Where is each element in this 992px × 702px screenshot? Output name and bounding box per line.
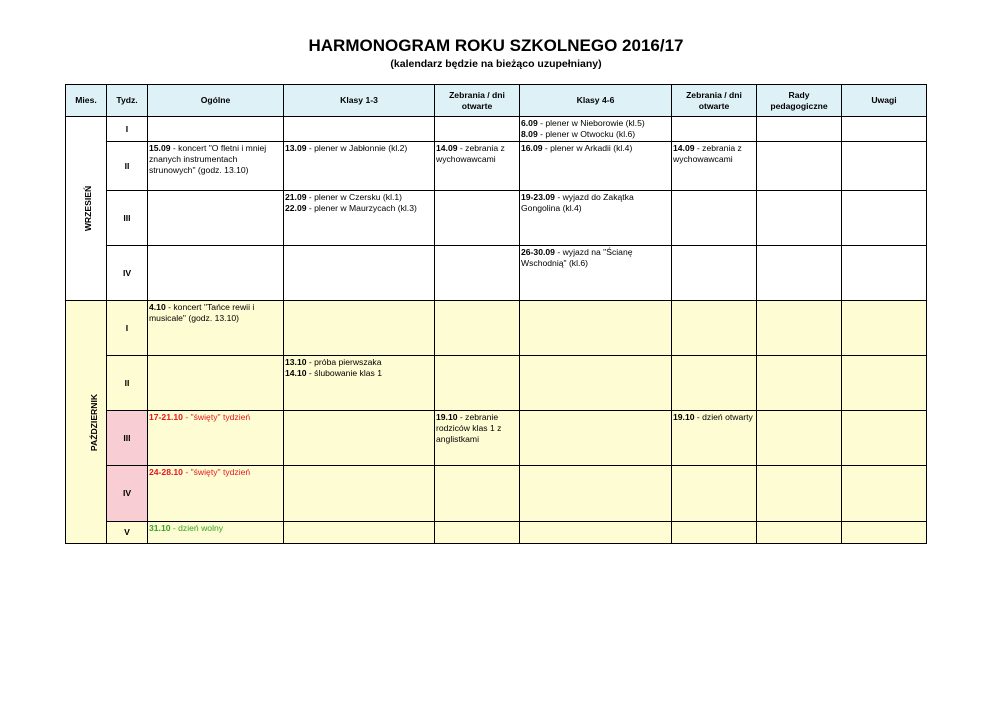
cell-rady xyxy=(757,356,842,411)
header-mies: Mies. xyxy=(66,85,107,117)
header-rady xyxy=(757,85,842,117)
cell-ogolne xyxy=(148,301,284,356)
cell-klasy-1-3 xyxy=(284,411,435,466)
week-cell: II xyxy=(107,142,148,191)
cell-klasy-4-6 xyxy=(520,246,672,301)
cell-klasy-4-6 xyxy=(520,142,672,191)
cell-klasy-4-6 xyxy=(520,117,672,142)
page-subtitle: (kalendarz będzie na bieżąco uzupełniany) xyxy=(390,58,602,70)
cell-klasy-1-3 xyxy=(284,142,435,191)
week-cell: III xyxy=(107,411,148,466)
cell-zebrania-1 xyxy=(435,466,520,522)
cell-ogolne xyxy=(148,246,284,301)
cell-zebrania-2 xyxy=(672,246,757,301)
table-row xyxy=(66,301,927,356)
event-text: - plener w Maurzycach (kl.3) xyxy=(306,203,417,213)
cell-ogolne xyxy=(148,466,284,522)
header-ogolne: Ogólne xyxy=(148,85,284,117)
cell-ogolne xyxy=(148,356,284,411)
event-date: 19.10 xyxy=(673,412,695,422)
event-date: 21.09 xyxy=(285,192,307,202)
cell-ogolne xyxy=(148,117,284,142)
month-label: PAŹDZIERNIK xyxy=(89,393,100,451)
cell-uwagi xyxy=(842,522,927,544)
cell-zebrania-2 xyxy=(672,117,757,142)
week-cell: I xyxy=(107,301,148,356)
event-text: - ślubowanie klas 1 xyxy=(306,368,382,378)
event-text: - zebranie rodziców klas 1 z anglistkami xyxy=(436,412,502,444)
header-rady-line1: Rady xyxy=(788,89,810,100)
table-row xyxy=(66,522,927,544)
cell-uwagi xyxy=(842,301,927,356)
table-row xyxy=(66,356,927,411)
header-zebrania-2-line1: Zebrania / dni xyxy=(686,89,742,100)
event-text: - zebrania z wychowawcami xyxy=(436,143,505,164)
cell-klasy-1-3 xyxy=(284,356,435,411)
cell-klasy-1-3 xyxy=(284,301,435,356)
cell-klasy-4-6 xyxy=(520,191,672,246)
week-cell: II xyxy=(107,356,148,411)
cell-klasy-4-6 xyxy=(520,411,672,466)
event-text: - plener w Otwocku (kl.6) xyxy=(537,129,636,139)
cell-zebrania-2 xyxy=(672,142,757,191)
event-date: 22.09 xyxy=(285,203,307,213)
cell-rady xyxy=(757,301,842,356)
event-date: 13.09 xyxy=(285,143,307,153)
cell-zebrania-1 xyxy=(435,117,520,142)
cell-klasy-4-6 xyxy=(520,301,672,356)
cell-zebrania-1 xyxy=(435,356,520,411)
cell-uwagi xyxy=(842,191,927,246)
header-zebrania-2-line2: otwarte xyxy=(698,100,730,111)
cell-uwagi xyxy=(842,411,927,466)
cell-klasy-1-3 xyxy=(284,117,435,142)
cell-klasy-4-6 xyxy=(520,522,672,544)
cell-klasy-1-3 xyxy=(284,466,435,522)
table-row xyxy=(66,117,927,142)
cell-rady xyxy=(757,142,842,191)
cell-ogolne xyxy=(148,191,284,246)
cell-zebrania-2 xyxy=(672,301,757,356)
cell-zebrania-2 xyxy=(672,356,757,411)
table-row xyxy=(66,411,927,466)
month-label: WRZESIEŃ xyxy=(83,185,94,232)
table-row xyxy=(66,246,927,301)
event-text: - plener w Jabłonnie (kl.2) xyxy=(306,143,408,153)
event-text: - wyjazd na "Ścianę Wschodnią" (kl.6) xyxy=(521,247,633,268)
cell-klasy-1-3 xyxy=(284,246,435,301)
event-date: 15.09 xyxy=(149,143,171,153)
cell-uwagi xyxy=(842,466,927,522)
event-text: - "święty" tydzień xyxy=(182,412,251,422)
cell-zebrania-2 xyxy=(672,191,757,246)
header-klasy-4-6: Klasy 4-6 xyxy=(520,85,672,117)
event-text: - plener w Nieborowie (kl.5) xyxy=(537,118,645,128)
cell-uwagi xyxy=(842,246,927,301)
cell-uwagi xyxy=(842,117,927,142)
cell-zebrania-2 xyxy=(672,411,757,466)
week-cell: IV xyxy=(107,246,148,301)
cell-klasy-1-3 xyxy=(284,191,435,246)
header-uwagi: Uwagi xyxy=(842,85,927,117)
event-date: 14.09 xyxy=(673,143,695,153)
header-tydz: Tydz. xyxy=(107,85,148,117)
event-text: - koncert "Tańce rewii i musicale" (godz. 13.10) xyxy=(149,302,255,323)
page-title: HARMONOGRAM ROKU SZKOLNEGO 2016/17 xyxy=(308,36,684,55)
event-text: - próba pierwszaka xyxy=(306,357,382,367)
event-date: 8.09 xyxy=(521,129,538,139)
event-date: 26-30.09 xyxy=(521,247,555,257)
header-zebrania-1-line1: Zebrania / dni xyxy=(449,89,505,100)
cell-klasy-4-6 xyxy=(520,466,672,522)
header-zebrania-1 xyxy=(435,85,520,117)
month-cell-pazdziernik xyxy=(66,301,107,544)
event-text: - plener w Arkadii (kl.4) xyxy=(542,143,633,153)
cell-klasy-1-3 xyxy=(284,522,435,544)
header-zebrania-1-line2: otwarte xyxy=(461,100,493,111)
week-cell: IV xyxy=(107,466,148,522)
event-date: 24-28.10 xyxy=(149,467,183,477)
cell-rady xyxy=(757,522,842,544)
cell-uwagi xyxy=(842,356,927,411)
table-row xyxy=(66,191,927,246)
header-klasy-1-3: Klasy 1-3 xyxy=(284,85,435,117)
event-date: 4.10 xyxy=(149,302,166,312)
event-text: - wyjazd do Zakątka Gongolina (kl.4) xyxy=(521,192,634,213)
event-date: 6.09 xyxy=(521,118,538,128)
event-date: 19.10 xyxy=(436,412,458,422)
header-row xyxy=(66,85,927,117)
event-text: - zebrania z wychowawcami xyxy=(673,143,742,164)
event-text: - plener w Czersku (kl.1) xyxy=(306,192,403,202)
event-date: 14.10 xyxy=(285,368,307,378)
cell-zebrania-1 xyxy=(435,411,520,466)
cell-zebrania-1 xyxy=(435,142,520,191)
cell-rady xyxy=(757,411,842,466)
event-date: 13.10 xyxy=(285,357,307,367)
month-cell-wrzesien xyxy=(66,117,107,301)
cell-uwagi xyxy=(842,142,927,191)
week-cell: I xyxy=(107,117,148,142)
table-row xyxy=(66,142,927,191)
cell-rady xyxy=(757,246,842,301)
cell-zebrania-1 xyxy=(435,522,520,544)
cell-klasy-4-6 xyxy=(520,356,672,411)
event-text: - dzień otwarty xyxy=(694,412,753,422)
cell-ogolne xyxy=(148,142,284,191)
event-date: 14.09 xyxy=(436,143,458,153)
event-date: 17-21.10 xyxy=(149,412,183,422)
event-text: - dzień wolny xyxy=(170,523,224,533)
cell-zebrania-2 xyxy=(672,522,757,544)
event-date: 31.10 xyxy=(149,523,171,533)
cell-rady xyxy=(757,117,842,142)
cell-zebrania-1 xyxy=(435,191,520,246)
cell-rady xyxy=(757,466,842,522)
cell-zebrania-2 xyxy=(672,466,757,522)
header-zebrania-2 xyxy=(672,85,757,117)
schedule-table xyxy=(65,84,927,544)
cell-zebrania-1 xyxy=(435,246,520,301)
table-row xyxy=(66,466,927,522)
cell-rady xyxy=(757,191,842,246)
event-text: - koncert "O fletni i mniej znanych instrumentach strunowych" (godz. 13.10) xyxy=(149,143,267,175)
week-cell: III xyxy=(107,191,148,246)
cell-ogolne xyxy=(148,411,284,466)
header-rady-line2: pedagogiczne xyxy=(770,100,828,111)
event-text: - "święty" tydzień xyxy=(182,467,251,477)
cell-ogolne xyxy=(148,522,284,544)
week-cell: V xyxy=(107,522,148,544)
cell-zebrania-1 xyxy=(435,301,520,356)
event-date: 16.09 xyxy=(521,143,543,153)
event-date: 19-23.09 xyxy=(521,192,555,202)
